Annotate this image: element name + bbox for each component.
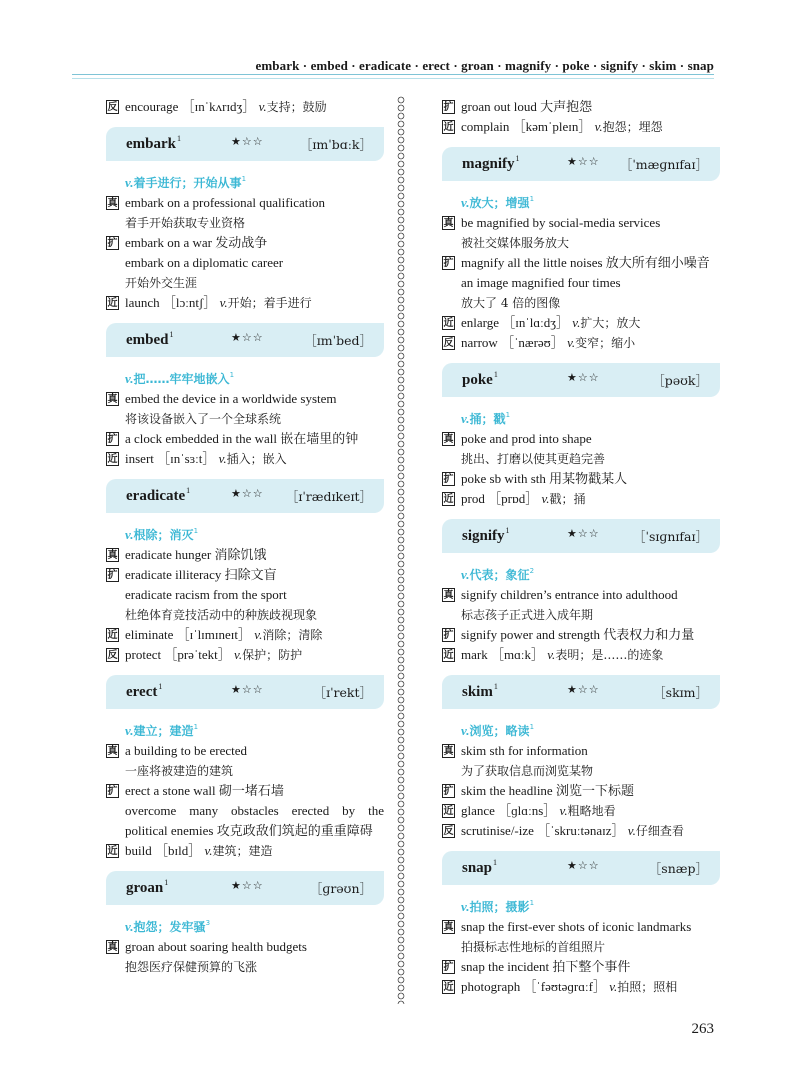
extension-text: signify power and strength 代表权力和力量 xyxy=(461,627,695,642)
antonym-tag: 反 xyxy=(443,826,454,837)
example-en: snap the first-ever shots of iconic landmarks xyxy=(461,919,692,934)
star-rating: ★☆☆ xyxy=(231,683,264,696)
headword: embark$^1$ xyxy=(126,134,181,152)
star-rating: ★☆☆ xyxy=(567,527,600,540)
example-row xyxy=(442,213,720,233)
extension-tag: 扩 xyxy=(443,786,454,797)
headword: embed$^1$ xyxy=(126,330,174,348)
example-row xyxy=(442,429,720,449)
sense-line: v.建立；建造$^1$ xyxy=(125,723,199,738)
entry-header-erect xyxy=(106,675,384,709)
headword: poke$^1$ xyxy=(462,370,498,388)
synonym-tag: 近 xyxy=(443,806,454,817)
headword: snap$^1$ xyxy=(462,858,498,876)
star-rating: ★☆☆ xyxy=(567,859,600,872)
antonym-row xyxy=(106,97,384,117)
headword: magnify$^1$ xyxy=(462,154,520,172)
synonym-row: 近 prod ［prɒd］ v.戳；捅 xyxy=(443,491,586,506)
example-tag: 真 xyxy=(107,550,118,561)
synonym-row: 近 eliminate ［ɪˈlɪmɪneɪt］ v.消除；清除 xyxy=(107,627,323,642)
extension-tag: 扩 xyxy=(443,962,454,973)
antonym-row: 反 scrutinise/-ize ［ˈskruːtənaɪz］ v.仔细查看 xyxy=(443,823,684,838)
star-rating: ★☆☆ xyxy=(231,331,264,344)
synonym-row: 近 photograph ［ˈfəʊtəɡrɑːf］ v.拍照；照相 xyxy=(443,979,678,994)
phonetic: ［ɪˈrekt］ xyxy=(313,685,372,700)
sense-line: v.放大；增强$^1$ xyxy=(461,195,535,210)
phonetic: ［ˈsɪɡnɪfaɪ］ xyxy=(633,529,708,544)
entry-header-eradicate xyxy=(106,479,384,513)
antonym-tag: 反 xyxy=(107,102,118,113)
example-en: embark on a professional qualification xyxy=(125,195,325,210)
antonym-tag: 反 xyxy=(443,338,454,349)
example-zh: 为了获取信息而浏览某物 xyxy=(461,764,594,778)
extension-en: embark on a diplomatic career xyxy=(125,255,284,270)
example-en: embed the device in a worldwide system xyxy=(125,391,337,406)
example-tag: 真 xyxy=(443,922,454,933)
headword: erect$^1$ xyxy=(126,682,163,700)
extension-text: magnify all the little noises 放大所有细小噪音 xyxy=(461,255,710,270)
example-en: groan about soaring health budgets xyxy=(125,939,307,954)
left-column xyxy=(106,97,384,977)
phonetic: ［pəʊk］ xyxy=(652,373,708,388)
example-text: eradicate hunger 消除饥饿 xyxy=(125,547,267,562)
sense-line: v.捅；戳$^1$ xyxy=(461,411,511,426)
synonym-row: 近 build ［bɪld］ v.建筑；建造 xyxy=(107,843,273,858)
synonym-tag: 近 xyxy=(107,454,118,465)
phonetic: ［ˈmæɡnɪfaɪ］ xyxy=(619,157,708,172)
synonym-tag: 近 xyxy=(443,122,454,133)
extension-row xyxy=(442,625,720,645)
headword: skim$^1$ xyxy=(462,682,498,700)
headword: eradicate$^1$ xyxy=(126,486,191,504)
synonym-row: 近 mark ［mɑːk］ v.表明；是……的迹象 xyxy=(443,647,664,662)
extension-text: embark on a war 发动战争 xyxy=(125,235,268,250)
example-row xyxy=(442,585,720,605)
synonym-tag: 近 xyxy=(443,318,454,329)
example-row xyxy=(106,741,384,761)
synonym-tag: 近 xyxy=(443,650,454,661)
phonetic: ［ɪˈrædɪkeɪt］ xyxy=(285,489,372,504)
example-row xyxy=(106,937,384,957)
extension-text: a clock embedded in the wall 嵌在墙里的钟 xyxy=(125,431,359,446)
example-en: poke and prod into shape xyxy=(461,431,592,446)
page-number: 263 xyxy=(691,1021,714,1037)
example-tag: 真 xyxy=(443,746,454,757)
example-tag: 真 xyxy=(443,434,454,445)
antonym-row: 反 protect ［prəˈtekt］ v.保护；防护 xyxy=(107,647,303,662)
sense-line: v.浏览；略读$^1$ xyxy=(461,723,535,738)
example-tag: 真 xyxy=(107,198,118,209)
entry-header-skim xyxy=(442,675,720,709)
header-rule xyxy=(72,74,714,82)
synonym-tag: 近 xyxy=(107,630,118,641)
extension-en: eradicate racism from the sport xyxy=(125,587,287,602)
extension-zh: 开始外交生涯 xyxy=(125,276,198,290)
extension-row xyxy=(106,565,384,585)
star-rating: ★☆☆ xyxy=(567,683,600,696)
synonym-tag: 近 xyxy=(443,982,454,993)
example-zh: 挑出、打磨以使其更趋完善 xyxy=(461,452,606,466)
extension-tag: 扩 xyxy=(107,434,118,445)
sense-line: v.代表；象征$^2$ xyxy=(461,567,535,582)
extension-text: skim the headline 浏览一下标题 xyxy=(461,783,634,798)
extension-text: eradicate illiteracy 扫除文盲 xyxy=(125,567,277,582)
column-divider xyxy=(395,96,407,1004)
star-rating: ★☆☆ xyxy=(567,155,600,168)
extension-tag: 扩 xyxy=(443,630,454,641)
running-head: embark · embed · eradicate · erect · groan · magnify · poke · signify · skim · snap xyxy=(255,58,714,73)
extension-row xyxy=(442,97,720,117)
extension-row xyxy=(442,957,720,977)
right-column xyxy=(442,97,720,997)
example-zh: 拍摄标志性地标的首组照片 xyxy=(461,940,606,954)
entry-header-magnify xyxy=(442,147,720,181)
extension-text: erect a stone wall 砌一堵石墙 xyxy=(125,783,284,798)
entry-header-signify xyxy=(442,519,720,553)
synonym-tag: 近 xyxy=(443,494,454,505)
extension-tag: 扩 xyxy=(443,258,454,269)
sense-line: v.把……牢牢地嵌入$^1$ xyxy=(125,371,235,386)
extension-en: overcome many obstacles erected by the xyxy=(125,803,384,818)
example-zh: 被社交媒体服务放大 xyxy=(461,236,570,250)
extension-text: poke sb with sth 用某物戳某人 xyxy=(461,471,628,486)
extension-zh: 杜绝体育竞技活动中的种族歧视现象 xyxy=(125,608,318,622)
synonym-tag: 近 xyxy=(107,298,118,309)
extension-row xyxy=(106,781,384,801)
example-zh: 抱怨医疗保健预算的飞涨 xyxy=(125,960,258,974)
extension-en: an image magnified four times xyxy=(461,275,621,290)
example-tag: 真 xyxy=(443,218,454,229)
synonym-tag: 近 xyxy=(107,846,118,857)
example-zh: 一座将被建造的建筑 xyxy=(125,764,234,778)
headword: signify$^1$ xyxy=(462,526,510,544)
antonym-pos: v. xyxy=(258,99,267,114)
entry-header-embed xyxy=(106,323,384,357)
phonetic: ［ɪmˈbed］ xyxy=(304,333,372,348)
extension-row xyxy=(442,781,720,801)
antonym-tag: 反 xyxy=(107,650,118,661)
example-en: a building to be erected xyxy=(125,743,248,758)
extension-tag: 扩 xyxy=(107,786,118,797)
sense-line: v.拍照；摄影$^1$ xyxy=(461,899,535,914)
example-row xyxy=(442,741,720,761)
synonym-row: 近 enlarge ［ɪnˈlɑːdʒ］ v.扩大；放大 xyxy=(443,315,641,330)
antonym-word: encourage xyxy=(125,99,179,114)
synonym-row: 近 glance ［ɡlɑːns］ v.粗略地看 xyxy=(443,803,616,818)
example-row xyxy=(106,545,384,565)
example-row xyxy=(442,917,720,937)
example-en: skim sth for information xyxy=(461,743,588,758)
star-rating: ★☆☆ xyxy=(231,135,264,148)
extension-row xyxy=(442,253,720,273)
example-tag: 真 xyxy=(443,590,454,601)
example-zh: 着手开始获取专业资格 xyxy=(125,216,246,230)
phonetic: ［skɪm］ xyxy=(653,685,708,700)
extension-tag: 扩 xyxy=(107,570,118,581)
star-rating: ★☆☆ xyxy=(231,879,264,892)
synonym-row: 近 insert ［ɪnˈsɜːt］ v.插入；嵌入 xyxy=(107,451,287,466)
sense-line: v.根除；消灭$^1$ xyxy=(125,527,199,542)
example-tag: 真 xyxy=(107,394,118,405)
extension-tag: 扩 xyxy=(443,474,454,485)
extension-en-cont: political enemies 攻克政敌们筑起的重重障碍 xyxy=(125,823,373,838)
example-tag: 真 xyxy=(107,942,118,953)
extension-row xyxy=(442,469,720,489)
headword: groan$^1$ xyxy=(126,878,169,896)
example-tag: 真 xyxy=(107,746,118,757)
antonym-meaning: 支持；鼓励 xyxy=(266,100,327,114)
extension-tag: 扩 xyxy=(107,238,118,249)
entry-header-poke xyxy=(442,363,720,397)
example-row xyxy=(106,389,384,409)
example-zh: 标志孩子正式进入成年期 xyxy=(461,608,594,622)
antonym-ipa: ［ɪnˈkʌrɪdʒ］ xyxy=(181,99,256,114)
entry-header-snap xyxy=(442,851,720,885)
phonetic: ［ɪmˈbɑːk］ xyxy=(299,137,372,152)
phonetic: ［ɡrəʊn］ xyxy=(309,881,372,896)
antonym-row: 反 narrow ［ˈnærəʊ］ v.变窄；缩小 xyxy=(443,335,636,350)
extension-text: snap the incident 拍下整个事件 xyxy=(461,959,631,974)
extension-row xyxy=(106,429,384,449)
example-en: be magnified by social-media services xyxy=(461,215,661,230)
extension-text: groan out loud 大声抱怨 xyxy=(461,99,593,114)
sense-line: v.抱怨；发牢骚$^3$ xyxy=(125,919,211,934)
star-rating: ★☆☆ xyxy=(567,371,600,384)
extension-row xyxy=(106,233,384,253)
sense-line: v.着手进行；开始从事$^1$ xyxy=(125,175,247,190)
phonetic: ［snæp］ xyxy=(648,861,708,876)
entry-header-embark xyxy=(106,127,384,161)
entry-header-groan xyxy=(106,871,384,905)
example-zh: 将该设备嵌入了一个全球系统 xyxy=(125,412,282,426)
example-row xyxy=(106,193,384,213)
extension-tag: 扩 xyxy=(443,102,454,113)
synonym-row: 近 launch ［lɔːntʃ］ v.开始；着手进行 xyxy=(107,295,312,310)
star-rating: ★☆☆ xyxy=(231,487,264,500)
synonym-row: 近 complain ［kəmˈpleɪn］ v.抱怨；埋怨 xyxy=(443,119,663,134)
example-en: signify children’s entrance into adulthood xyxy=(461,587,678,602)
extension-zh: 放大了 4 倍的图像 xyxy=(461,296,561,310)
